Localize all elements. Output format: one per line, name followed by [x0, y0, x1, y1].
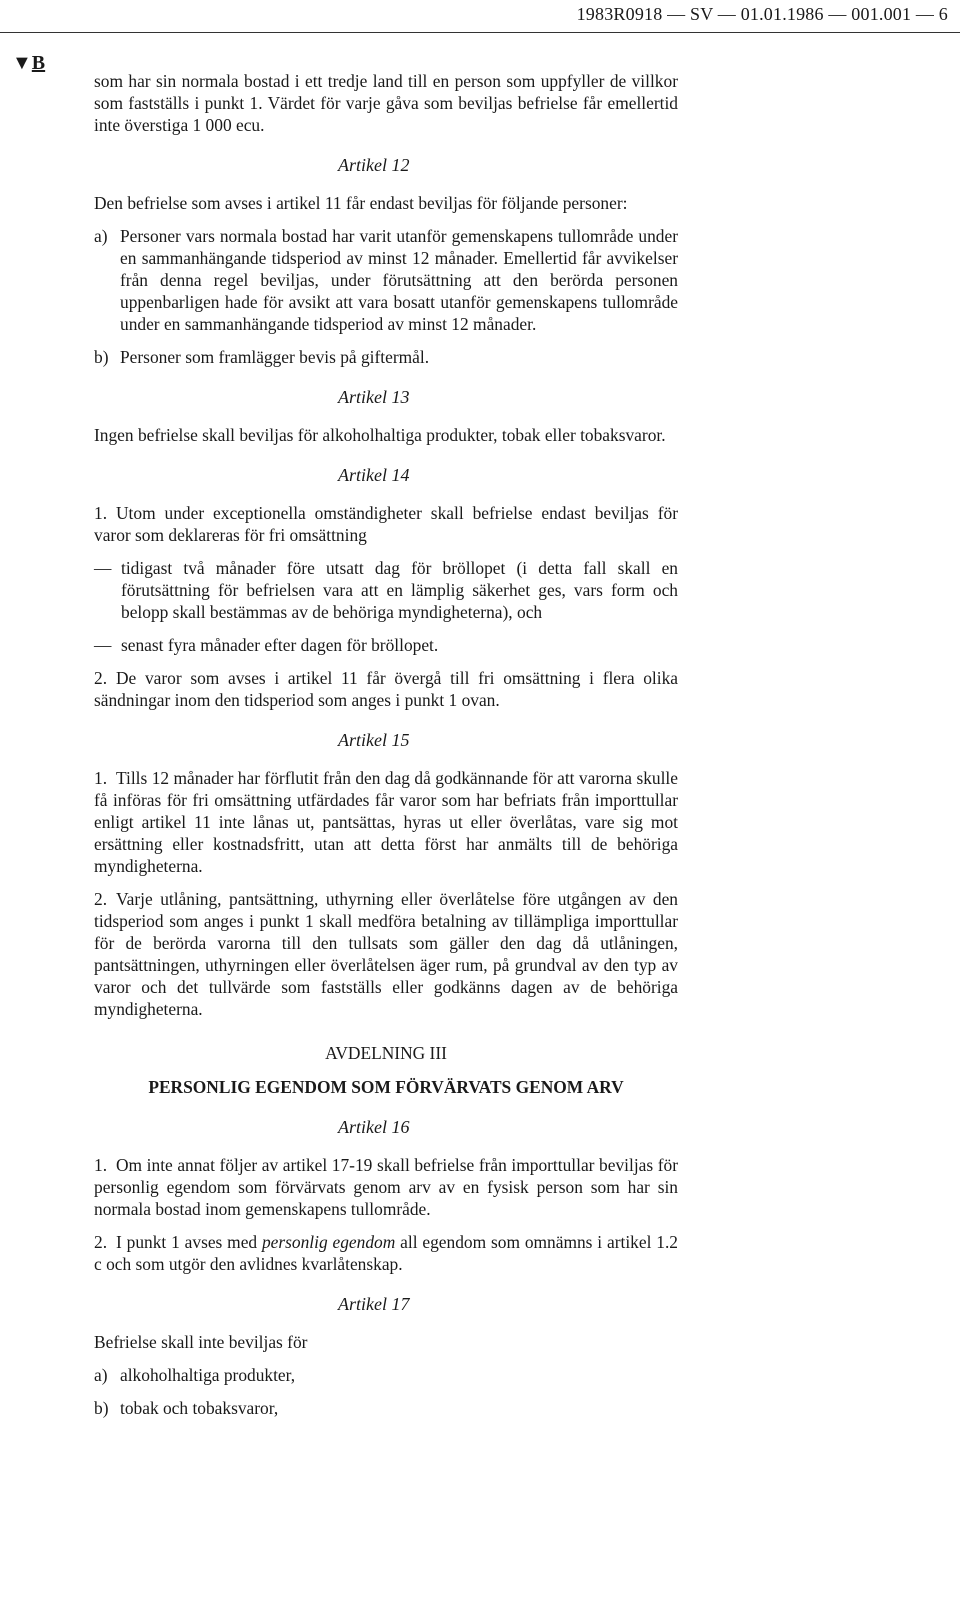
- item-label: a): [94, 1365, 108, 1385]
- item-label: b): [94, 347, 109, 367]
- article-12-heading: Artikel 12: [338, 155, 410, 175]
- article-14-dash-2: [94, 634, 678, 656]
- article-16-heading: Artikel 16: [338, 1117, 410, 1137]
- article-15-heading: Artikel 15: [338, 730, 410, 750]
- dash-text: senast fyra månader efter dagen för bröllopet.: [121, 635, 439, 655]
- paragraph-text-after: all egendom som omnämns i artikel 1.2 c och som utgör den avlidnes kvarlåtenskap.: [94, 1232, 678, 1274]
- article-17-lead: Befrielse skall inte beviljas för: [94, 1332, 308, 1352]
- article-12-item-a: [94, 225, 678, 335]
- article-12-lead: Den befrielse som avses i artikel 11 får endast beviljas för följande personer:: [94, 193, 628, 213]
- item-text: Personer som framlägger bevis på giftermål.: [120, 347, 430, 367]
- paragraph-number: 2.: [94, 668, 108, 688]
- article-17-item-a: [94, 1364, 678, 1386]
- item-text: tobak och tobaksvaror,: [120, 1398, 279, 1418]
- item-label: b): [94, 1398, 109, 1418]
- article-16-paragraph-2: [94, 1231, 678, 1275]
- article-17-heading: Artikel 17: [338, 1294, 410, 1314]
- paragraph-number: 1.: [94, 1155, 108, 1175]
- item-label: a): [94, 226, 108, 246]
- article-15-paragraph-2: [94, 888, 678, 1020]
- item-text: Personer vars normala bostad har varit utanför gemenskapens tullområde under en sammanhängande tidsperiod av minst 12 månader. Emellertid får avvikelser från denna regel beviljas, under förutsättning att den berörda personen uppenbarligen hade för avsikt att vara bosatt utanför gemenskapens tullområde under en sammanhängande tidsperiod av minst 12 månader.: [120, 226, 678, 334]
- paragraph-text: Utom under exceptionella omständigheter skall befrielse endast beviljas för varor som deklareras för fri omsättning: [94, 503, 678, 545]
- triangle-down-icon: ▼: [12, 52, 32, 74]
- paragraph-text-before: I punkt 1 avses med: [116, 1232, 262, 1252]
- document-reference-header: 1983R0918 — SV — 01.01.1986 — 001.001 — 6: [576, 4, 948, 24]
- dash-label: —: [94, 635, 112, 655]
- amendment-marker: [12, 52, 45, 75]
- paragraph-text: Om inte annat följer av artikel 17-19 skall befrielse från importtullar beviljas för personlig egendom som förvärvats genom arv av en fysisk person som har sin normala bostad inom gemenskapens tullområde.: [94, 1155, 678, 1219]
- section-subtitle: PERSONLIG EGENDOM SOM FÖRVÄRVATS GENOM ARV: [148, 1077, 624, 1097]
- article-15-paragraph-1: [94, 767, 678, 877]
- item-text: alkoholhaltiga produkter,: [120, 1365, 296, 1385]
- dash-label: —: [94, 558, 112, 578]
- article-14-dash-1: [94, 557, 678, 623]
- article-17-item-b: [94, 1397, 678, 1419]
- paragraph-number: 1.: [94, 503, 108, 523]
- article-13-text: Ingen befrielse skall beviljas för alkoholhaltiga produkter, tobak eller tobaksvaror.: [94, 425, 666, 445]
- article-13-heading: Artikel 13: [338, 387, 410, 407]
- dash-text: tidigast två månader före utsatt dag för bröllopet (i detta fall skall en förutsättning för befrielsen vara att en lämplig säkerhet ges, vars form och belopp skall bestämmas av de behöriga myndigheterna), och: [121, 558, 678, 622]
- section-title: AVDELNING III: [325, 1043, 447, 1063]
- intro-paragraph: som har sin normala bostad i ett tredje land till en person som uppfyller de villkor som fastställs i punkt 1. Värdet för varje gåva som beviljas befrielse får emellertid inte överstiga 1 000 ecu.: [94, 71, 678, 135]
- paragraph-text: Varje utlåning, pantsättning, uthyrning eller överlåtelse före utgången av den tidsperiod som anges i punkt 1 skall medföra betalning av tillämpliga importtullar för de berörda varorna till den tullsats som gäller den dag då utlåningen, pantsättningen, uthyrningen eller överlåtelsen äger rum, på grundval av den typ av varor och det tullvärde som fastställs eller godkänns dagen av de behöriga myndigheterna.: [94, 889, 678, 1019]
- paragraph-number: 2.: [94, 889, 108, 909]
- article-12-item-b: [94, 346, 678, 368]
- document-body: [94, 70, 678, 1430]
- paragraph-text: De varor som avses i artikel 11 får övergå till fri omsättning i flera olika sändningar inom den tidsperiod som anges i punkt 1 ovan.: [94, 668, 678, 710]
- article-14-paragraph-1: [94, 502, 678, 546]
- header-divider: [0, 32, 960, 33]
- defined-term: personlig egendom: [261, 1232, 396, 1252]
- article-14-heading: Artikel 14: [338, 465, 410, 485]
- paragraph-text: Tills 12 månader har förflutit från den dag då godkännande för att varorna skulle få införas för fri omsättning utfärdades får varor som har befriats från importtullar enligt artikel 11 inte lånas ut, pantsättas, hyras ut eller överlåtas, vare sig mot ersättning eller kostnadsfritt, utan att detta först har anmälts till de behöriga myndigheterna.: [94, 768, 678, 876]
- article-14-paragraph-2: [94, 667, 678, 711]
- paragraph-number: 1.: [94, 768, 108, 788]
- paragraph-number: 2.: [94, 1232, 108, 1252]
- marker-letter: B: [31, 52, 46, 74]
- article-16-paragraph-1: [94, 1154, 678, 1220]
